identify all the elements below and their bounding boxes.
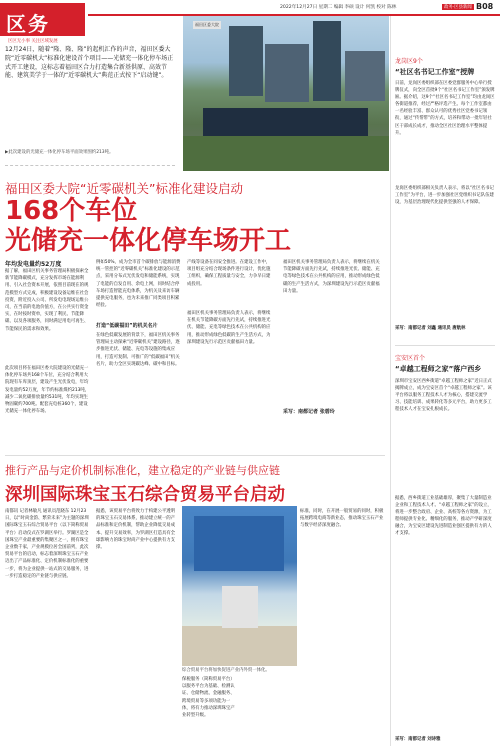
right-a2-kicker: 宝安区首个 xyxy=(395,355,426,362)
right-a1-kicker: 龙岗区9个 xyxy=(395,58,423,65)
article-divider xyxy=(5,455,385,456)
trade-platform-photo xyxy=(182,506,297,666)
article1-col3b: 福田区机关事务管理局负责人表示，将继续在机关节能降碳方面先行先试，持续推进光伏、储能、充电等绿色技术在公共机构的应用，推动形成绿色低碳的生产生活方式，为深圳建设先行示范区贡献福田力量。 xyxy=(187,311,271,345)
article1-col4 xyxy=(283,259,383,295)
page-number: B08 xyxy=(476,2,494,11)
section-title: 区务 xyxy=(6,12,50,36)
section-subtitle: 区区无小事 关注区域发展 xyxy=(8,39,58,44)
article1-col1: 据了解，福田区机关事务管理局积极探索全新节能降碳模式，充分发挥市场在能源利用、引入社会资本开展，依照目前现在的规范模型方式完成，积极建设设备运维在社会投资，附近投入公司、所发电电现场运维公司，在当前的电池价值方，在公共实行资金实，在时按时资单，实现了利民、节能降碳、以及各项服务，同时满足用电可再生、节能保民的需求和效果。 xyxy=(5,269,89,332)
article2-title: 深圳国际珠宝玉石综合贸易平台启动 xyxy=(5,485,285,505)
photo-label: 福田区委大院 xyxy=(195,22,219,27)
article1-headline-line2: 光储充一体化停车场开工 xyxy=(5,226,292,256)
article2-col1: 南都讯 记者林敏凡 通讯员范晓东 12月23日，以“时尚金韵、繁荣未来”为主题的深圳国际珠宝玉石综合贸易平台（以下简称贸易平台）启动仪式在罗湖区举行。罗湖区是全国珠宝产业最重要的集聚区之一，拥有珠宝企业数千家，产业规模位居全国前列，此次贸易平台的启动，标志着深圳珠宝玉石产业迈出了产品标准化、定价机制标准化的重要一步，将为企业提供一站式的交易服务，进一步打造稳定的产业链与供应链。 xyxy=(5,509,89,579)
caption-divider xyxy=(5,165,175,166)
article1-headline-line1: 168个车位 xyxy=(5,196,138,226)
right-divider xyxy=(395,345,495,346)
right-a1-body2: 龙岗区委组织部相关负责人表示，将以“社区名书记工作室”为平台，进一步加强社区党组织书记队伍建设，为基层治理现代化提供坚强的人才保障。 xyxy=(395,186,494,206)
article1-col2-head: 打造“低碳福田”的机关名片 xyxy=(96,323,158,329)
article1-col1b: 此次项目将在福田区委大院建设的光储充一体化停车场共168个车位，充分结合利用大院现有车库顶层，建设产生光伏发电，年均发电量约52万度，年节约标准煤约213吨，减少二氧化碳排放量约531吨，年均实现生物固碳约700吨。配套充电桩360个，建设光储充一体化停车场。 xyxy=(5,366,90,415)
screen-panel xyxy=(194,516,284,571)
page-meta: 2022年12月27日 星期二 编辑 李硕 设计 何凯 校对 陈林 xyxy=(280,5,397,10)
right-a1-body: 日前，龙岗区委组织部在区委党群服务中心举行授牌仪式，向全区首批9个“社区名书记工作室”颁发牌匾。据介绍，这9个“社区名书记工作室”均由龙岗区各街道推荐，经过严格评选产生。每个工作室都由一名经验丰富、群众认可的优秀社区党委书记领衔，通过“传帮带”的方式，培养和带动一批年轻社区干部成长成才，推动全区社区治理水平整体提升。 xyxy=(395,81,495,136)
article1-reporter: 采写：南都记者 张碧玲 xyxy=(283,409,335,415)
article1-col3: 产线等设备在同安全推进。在建设工作中，项目组充分结合现场条件进行设计，优化施工组织，确保工程质量与安全，力争早日建成投用。 xyxy=(187,260,271,287)
article1-col4-text: 福田区机关事务管理局负责人表示，将继续在机关节能降碳方面先行先试，持续推进光伏、储能、充电等绿色技术在公共机构的应用，推动形成绿色低碳的生产生活方式，为深圳建设先行示范区贡献福田力量。 xyxy=(283,260,380,294)
edition-tag: 政务·区县新闻 xyxy=(444,5,472,10)
photo2-caption: 综合贸易平台将加快促进产业内外贸一体化。 xyxy=(182,668,270,673)
right-a2-reporter: 采写：南都记者 刘诗雅 xyxy=(395,737,441,742)
building-block xyxy=(345,51,385,101)
article1-kicker: 福田区委大院“近零碳机关”标准化建设启动 xyxy=(5,181,243,196)
article2-col3: 标准，同时，在开展一般贸易的同时，积极拓展跨境电商等新业态，推动珠宝玉石产业与数字经济深度融合。 xyxy=(300,509,384,529)
building-block xyxy=(313,21,341,101)
section-banner xyxy=(0,3,85,36)
article1-col2: 例如50%，成为全市首个碳排放与能源消费统一管控的“近零碳机关”标准化建设的示范点，采用分布式光伏发电和储能系统，实现了电能的自发自用、余电上网，同时结合停车场打造智能充电体系，为机关及来访车辆提供充电服务，也为未来推广同类项目积累经验。 xyxy=(96,260,181,309)
podium xyxy=(222,586,258,628)
article1-subhead: 年均发电量约52万度 xyxy=(5,261,62,268)
right-a2-body2: 据悉，西乡街道工业基础雄厚，聚集了大量制造业企业和工程技术人才。“卓越工程师之家”的设立，将进一步整合政府、企业、高校等各方资源，为工程师提供专业化、精细化的服务，推动产学研深度融合，为宝安区建设先进制造业强区提供有力的人才支撑。 xyxy=(395,496,492,537)
top-caption-text: 12月24日，随着“隆、隆、隆”的起机汇作的声音，福田区委大院“近零碳机大”标准化建设首个项目——光储充一体化停车场正式开工建设，这标志着福田区合力打造集合新基供原、高效节能、建筑美学于一体的“近零碳机大”典范正式按下“启动键”。 xyxy=(5,46,174,80)
right-a2-body: 深圳市宝安区西乡街道“卓越工程师之家”近日正式揭牌成立，成为宝安区首个“卓越工程师之家”。该平台将以服务工程技术人才为核心，搭建交流学习、技能培训、成果转化等多元平台，助力更多工程技术人才在宝安扎根成长。 xyxy=(395,379,492,413)
article2-kicker: 推行产品与定价机制标准化，建立稳定的产业链与供应链 xyxy=(5,464,280,477)
right-a2-title: “卓越工程师之家”落户西乡 xyxy=(395,365,482,373)
top-caption-sub: ▶此次建设的光储充一体化停车场平面效果图约213吨。 xyxy=(5,150,114,155)
column-divider xyxy=(390,16,391,746)
article2-col1b: 据悉，该贸易平台将致力于构建公平透明的珠宝玉石交易体系，推动建立统一的产品标准和定价机制，帮助企业降低交易成本、提升交易效率，为罗湖区打造具有全球影响力的珠宝时尚产业中心提供有力支撑。 xyxy=(96,509,176,551)
stage-floor xyxy=(182,626,297,666)
article1-col2b: 在绿色低碳发展的背景下，福田区机关事务管理局主动探索“近零碳机关”建设路径，逐步推进光伏、储能、充电等设施的集成应用，打造可复制、可推广的“低碳福田”机关名片，助力全区实现碳达峰、碳中和目标。 xyxy=(96,333,180,367)
right-a1-title: “社区名书记工作室”授牌 xyxy=(395,68,475,76)
building-block xyxy=(229,26,263,96)
article2-col2: 保税服务（简称贸易平台）以服务平台为基础、检测认证、仓储物流、金融服务、跨境贸易等多项功能为一体，将有力推动深圳珠宝产业转型升级。 xyxy=(182,677,235,719)
aerial-building-photo xyxy=(183,16,389,171)
right-a1-reporter: 采写：南都记者 刘鑫 通讯员 唐航林 xyxy=(395,326,466,331)
building-block xyxy=(265,44,309,102)
greenery xyxy=(183,136,389,171)
